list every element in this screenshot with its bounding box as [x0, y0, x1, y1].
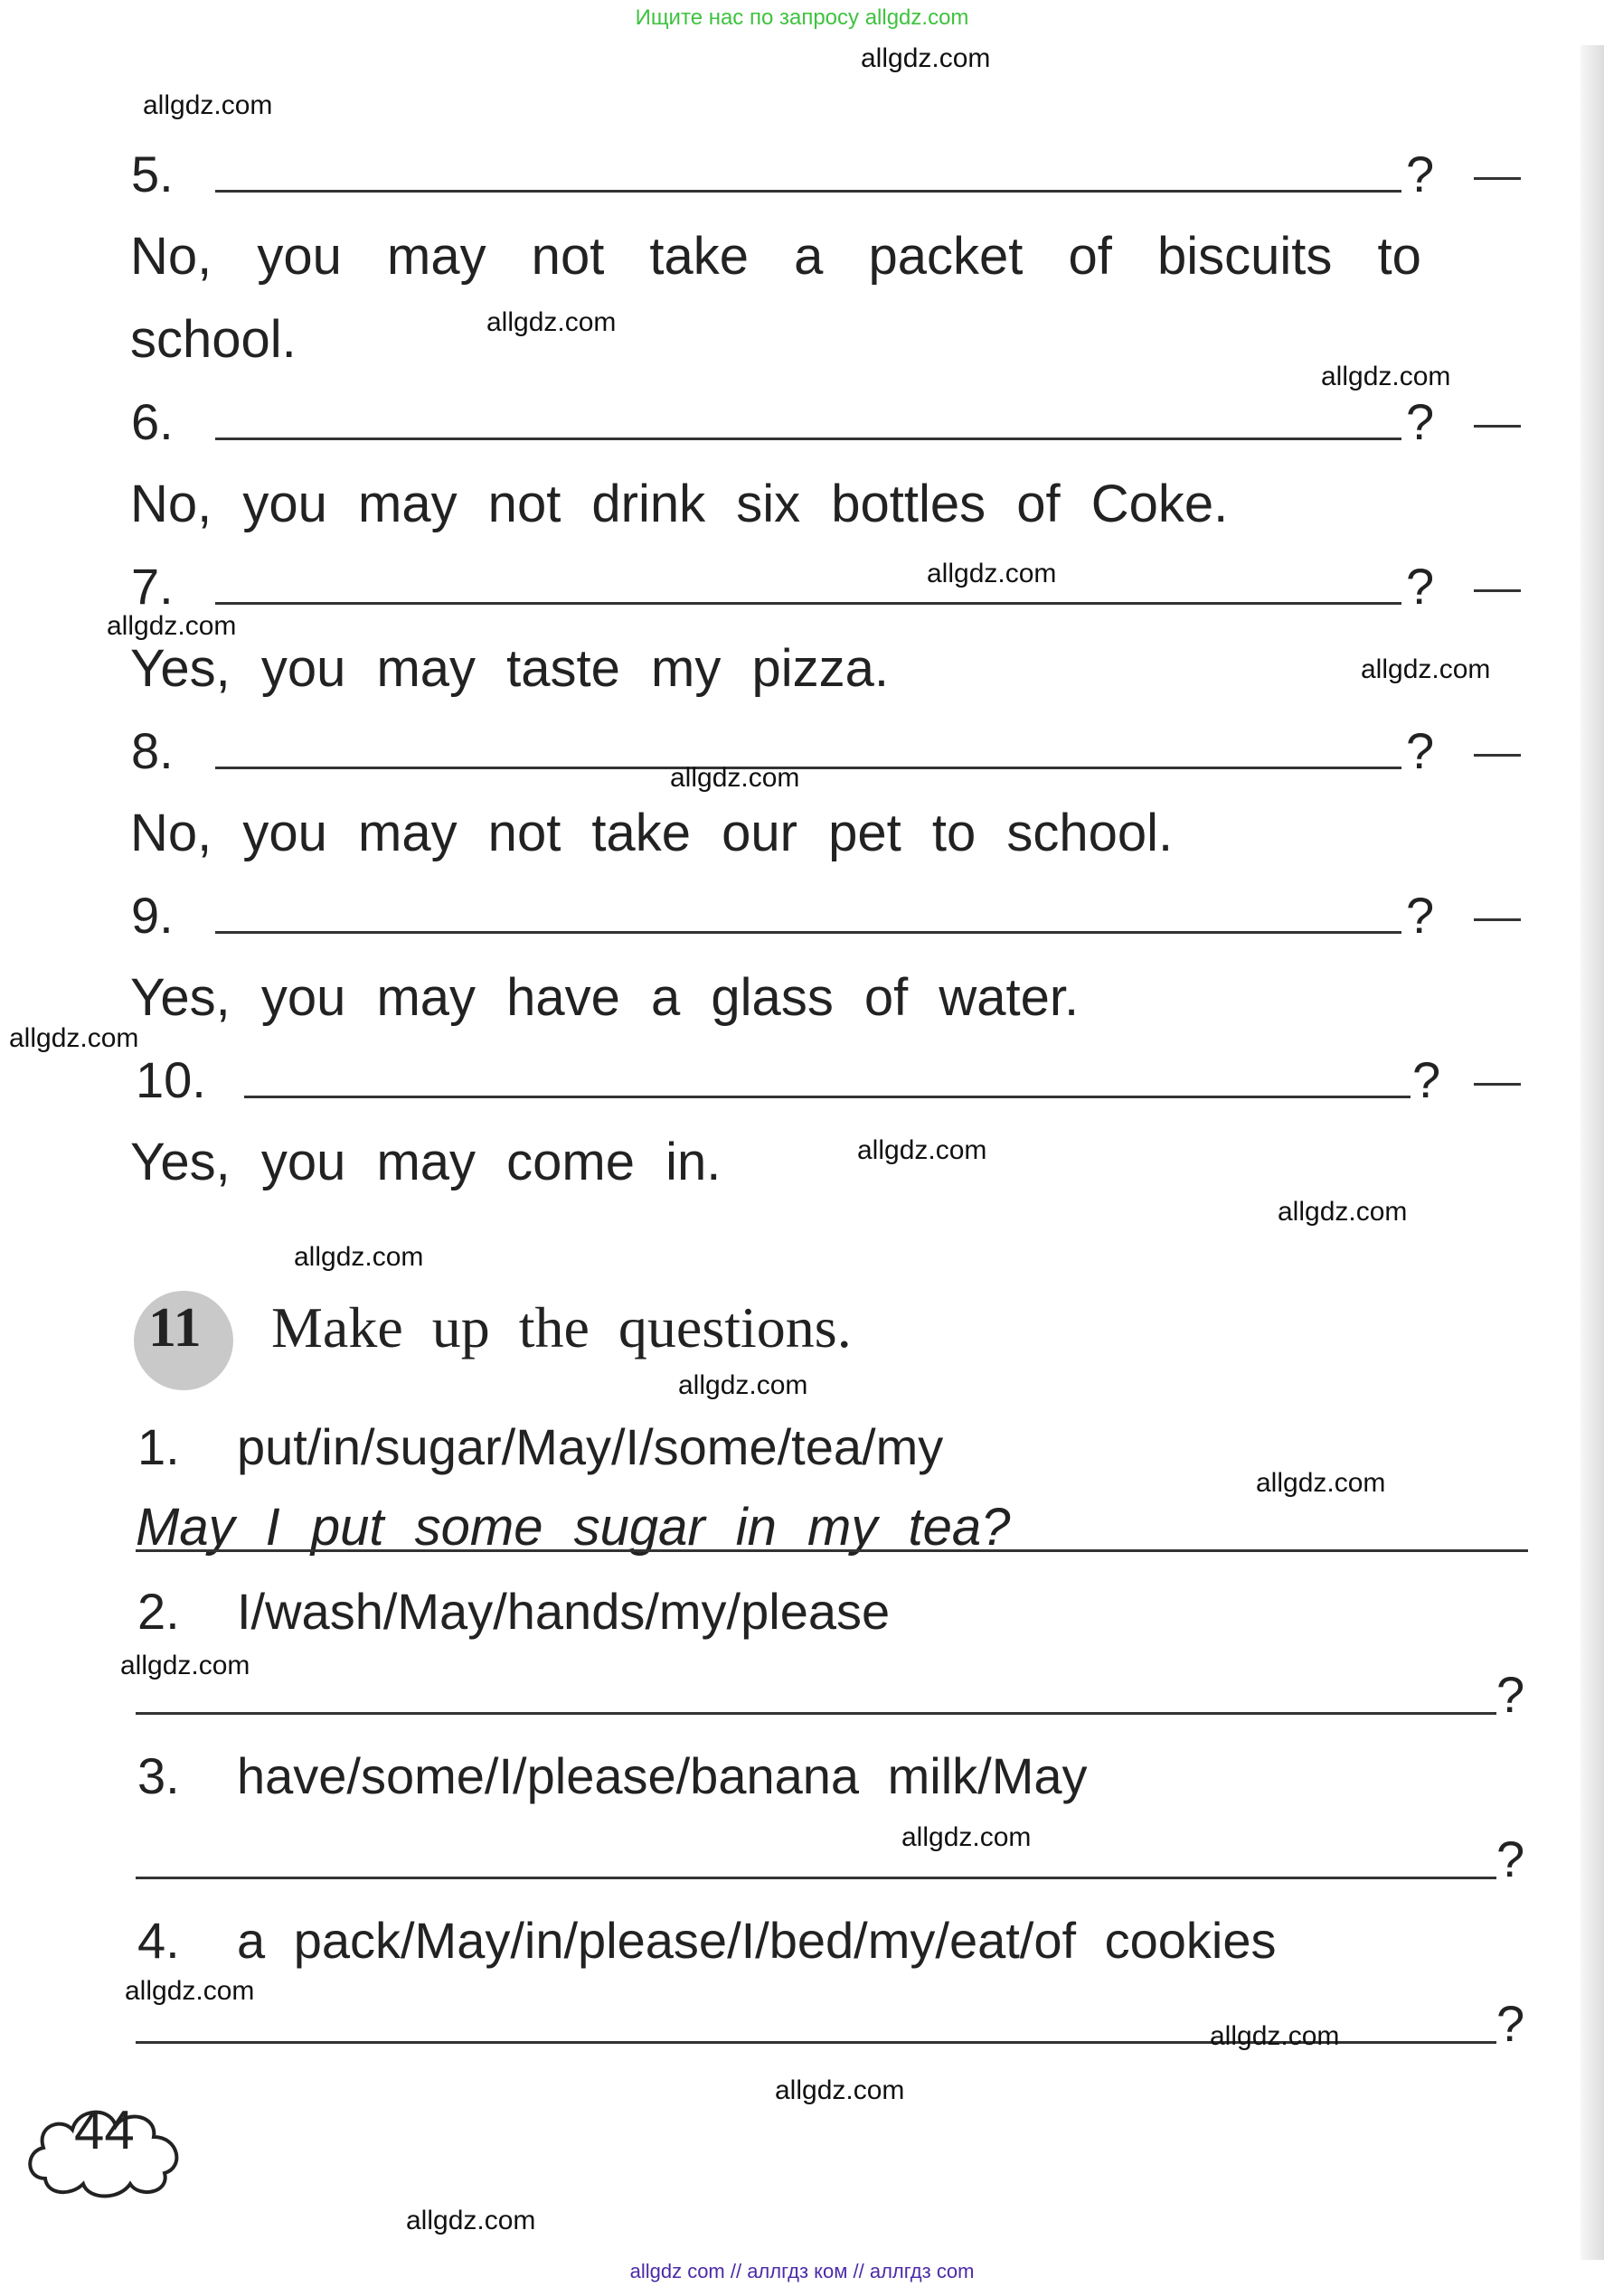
footer-links[interactable]: allgdz com // аллгдз ком // аллгдз com [629, 2260, 975, 2282]
watermark: allgdz.com [143, 90, 273, 120]
task-words: put/in/sugar/May/I/some/tea/my [237, 1418, 944, 1475]
item-number: 6. [131, 393, 174, 450]
watermark: allgdz.com [486, 307, 617, 337]
question-mark: ? [1406, 722, 1435, 779]
top-banner[interactable]: Ищите нас по запросу allgdz.com [635, 5, 969, 30]
dash [1474, 177, 1521, 180]
dash [1474, 918, 1521, 921]
item-number: 8. [131, 722, 174, 779]
task-words: have/some/I/please/banana milk/May [237, 1747, 1088, 1804]
question-mark: ? [1412, 1051, 1441, 1108]
answer-blank-line [215, 931, 1401, 934]
watermark: allgdz.com [678, 1370, 808, 1400]
dash [1474, 425, 1521, 428]
watermark: allgdz.com [107, 611, 237, 641]
page-number: 44 [74, 2100, 135, 2160]
answer-blank-line [136, 1712, 1496, 1715]
watermark: allgdz.com [125, 1976, 255, 2006]
watermark: allgdz.com [120, 1651, 250, 1680]
question-mark: ? [1496, 1995, 1525, 2052]
answer-blank-line [215, 438, 1401, 440]
model-answer: May I put some sugar in my tea? [136, 1498, 1011, 1557]
question-mark: ? [1496, 1830, 1525, 1887]
question-mark: ? [1406, 558, 1435, 615]
answer-text-continued: school. [130, 310, 297, 369]
watermark: allgdz.com [857, 1135, 987, 1165]
watermark: allgdz.com [1210, 2021, 1340, 2051]
exercise-title: Make up the questions. [271, 1295, 852, 1360]
answer-blank-line [136, 1877, 1496, 1879]
item-number: 7. [131, 558, 174, 615]
watermark: allgdz.com [1361, 654, 1491, 684]
answer-blank-line [244, 1096, 1411, 1098]
task-words: I/wash/May/hands/my/please [237, 1583, 891, 1640]
task-number: 4. [137, 1912, 180, 1969]
item-number: 5. [131, 146, 174, 202]
answer-line [136, 1549, 1528, 1552]
watermark: allgdz.com [775, 2075, 905, 2105]
watermark: allgdz.com [901, 1822, 1032, 1852]
answer-blank-line [215, 602, 1401, 605]
answer-text: Yes, you may have a glass of water. [130, 968, 1080, 1027]
answer-text: No, you may not take a packet of biscuits to [130, 227, 1421, 286]
exercise-number: 11 [148, 1297, 202, 1359]
answer-text: No, you may not drink six bottles of Coke. [130, 475, 1229, 533]
question-mark: ? [1406, 146, 1435, 202]
watermark: allgdz.com [406, 2206, 536, 2235]
watermark: allgdz.com [9, 1023, 139, 1053]
item-number: 9. [131, 887, 174, 944]
task-words: a pack/May/in/please/I/bed/my/eat/of cookies [237, 1912, 1277, 1969]
answer-blank-line [215, 767, 1401, 769]
question-mark: ? [1406, 393, 1435, 450]
watermark: allgdz.com [1278, 1197, 1408, 1227]
task-number: 2. [137, 1583, 180, 1640]
question-mark: ? [1496, 1666, 1525, 1723]
page-edge [1580, 45, 1604, 2260]
dash [1474, 1083, 1521, 1086]
item-number: 10. [136, 1051, 206, 1108]
answer-text: Yes, you may come in. [130, 1133, 722, 1191]
answer-blank-line [215, 190, 1401, 193]
watermark: allgdz.com [1256, 1468, 1386, 1498]
watermark: allgdz.com [294, 1242, 424, 1272]
dash [1474, 589, 1521, 592]
watermark: allgdz.com [670, 763, 800, 793]
answer-text: No, you may not take our pet to school. [130, 804, 1174, 862]
answer-text: Yes, you may taste my pizza. [130, 639, 889, 698]
dash [1474, 754, 1521, 757]
watermark: allgdz.com [1321, 362, 1451, 391]
watermark: allgdz.com [861, 43, 991, 73]
question-mark: ? [1406, 887, 1435, 944]
watermark: allgdz.com [927, 559, 1057, 588]
task-number: 1. [137, 1418, 180, 1475]
task-number: 3. [137, 1747, 180, 1804]
